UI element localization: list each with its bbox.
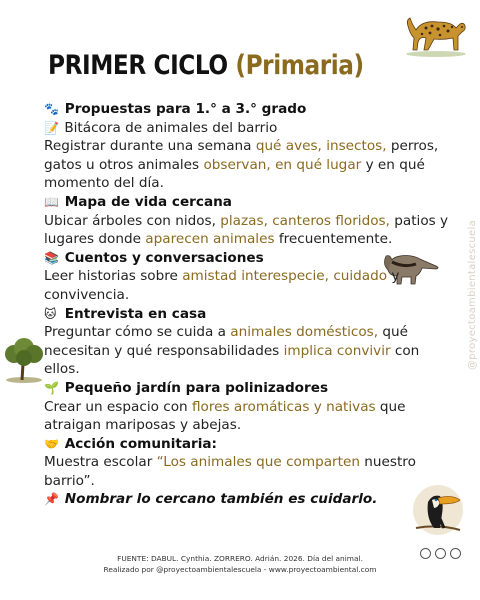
footer-source: FUENTE: DABUL. Cynthia. ZORRERO. Adrián. 2026. Día del animal. — [117, 554, 363, 563]
cat-face-icon: 🐱 — [44, 306, 57, 321]
intro-heading — [44, 100, 454, 119]
description-text: patios y lugares donde — [44, 212, 449, 248]
intro-heading-text: Propuestas para 1.° a 3.° grado — [60, 101, 307, 117]
description-text: Crear un espacio con — [44, 398, 192, 415]
watermark: @proyectoambientalescuela — [467, 220, 478, 371]
activity-title: Cuentos y conversaciones — [60, 249, 264, 266]
activity-description — [44, 398, 454, 435]
title-accent: (Primaria) — [235, 50, 364, 81]
paw-prints-icon: 🐾 — [44, 102, 59, 116]
handshake-icon: 🤝 — [44, 436, 59, 451]
activity-heading — [44, 119, 454, 138]
tree-illustration — [2, 338, 46, 384]
jaguar-illustration — [402, 8, 470, 58]
description-text: Registrar durante una semana — [44, 138, 256, 155]
description-text: nuestro barrio”. — [44, 454, 416, 489]
description-text: qué necesitan y qué responsabilidades — [44, 324, 408, 359]
activity-section — [44, 305, 454, 379]
notebook-icon: 📝 — [44, 120, 59, 135]
activity-title: Acción comunitaria: — [60, 435, 217, 452]
description-text: Preguntar cómo se cuida a — [44, 324, 231, 341]
description-text: Muestra escolar — [44, 454, 157, 471]
highlighted-text: amistad interespecie, cuidado — [182, 268, 388, 285]
description-text: frecuentemente. — [274, 231, 393, 248]
highlighted-text: observan, en qué lugar — [203, 156, 362, 173]
seedling-icon: 🌱 — [44, 380, 59, 395]
footer-credit: Realizado por @proyectoambientalescuela - www.proyectoambiental.com — [103, 565, 377, 574]
highlighted-text: “Los animales que comparten — [156, 454, 360, 471]
activity-description — [44, 453, 454, 490]
description-text: y convivencia. — [44, 268, 400, 303]
description-text: perros, gatos u otros animales — [44, 138, 439, 173]
activity-description — [44, 267, 454, 304]
books-icon: 📚 — [44, 250, 59, 265]
description-text: con ellos. — [44, 342, 420, 378]
description-text: y en qué momento del día. — [44, 156, 425, 192]
activity-section — [44, 249, 454, 305]
description-text: Ubicar árboles con nidos, — [44, 212, 221, 229]
activity-title: Bitácora de animales del barrio — [60, 119, 278, 136]
activity-description — [44, 137, 454, 193]
pagination-dot[interactable] — [420, 548, 431, 559]
pagination-dot[interactable] — [435, 548, 446, 559]
closing-line — [44, 490, 454, 509]
description-text: que atraigan mariposas y abejas. — [44, 398, 406, 434]
content-area — [44, 100, 454, 509]
pagination-dot[interactable] — [450, 548, 461, 559]
activity-heading — [44, 249, 454, 268]
activity-description — [44, 212, 454, 249]
activity-heading — [44, 379, 454, 398]
activity-description — [44, 323, 454, 379]
highlighted-text: aparecen animales — [145, 231, 275, 248]
closing-text: Nombrar lo cercano también es cuidarlo. — [60, 491, 378, 508]
description-text: Leer historias sobre — [44, 268, 183, 285]
activity-title: Pequeño jardín para polinizadores — [60, 379, 329, 396]
highlighted-text: qué aves, insectos, — [255, 138, 387, 155]
activity-heading — [44, 193, 454, 212]
title-main: PRIMER CICLO — [48, 50, 228, 81]
highlighted-text: plazas, canteros floridos, — [220, 212, 390, 229]
activity-section — [44, 119, 454, 193]
activity-heading — [44, 305, 454, 324]
pagination-dots[interactable] — [420, 548, 461, 559]
activity-heading — [44, 435, 454, 454]
footer — [0, 553, 480, 575]
highlighted-text: flores aromáticas y nativas — [191, 398, 376, 415]
activity-section — [44, 435, 454, 491]
highlighted-text: implica convivir — [283, 342, 391, 359]
activity-section — [44, 379, 454, 435]
activity-section — [44, 193, 454, 249]
open-book-icon: 📖 — [44, 194, 59, 209]
activity-title: Entrevista en casa — [60, 305, 207, 322]
activity-title: Mapa de vida cercana — [60, 193, 232, 210]
pushpin-icon: 📌 — [44, 492, 59, 507]
highlighted-text: animales domésticos, — [230, 324, 379, 341]
page-title — [48, 50, 364, 81]
